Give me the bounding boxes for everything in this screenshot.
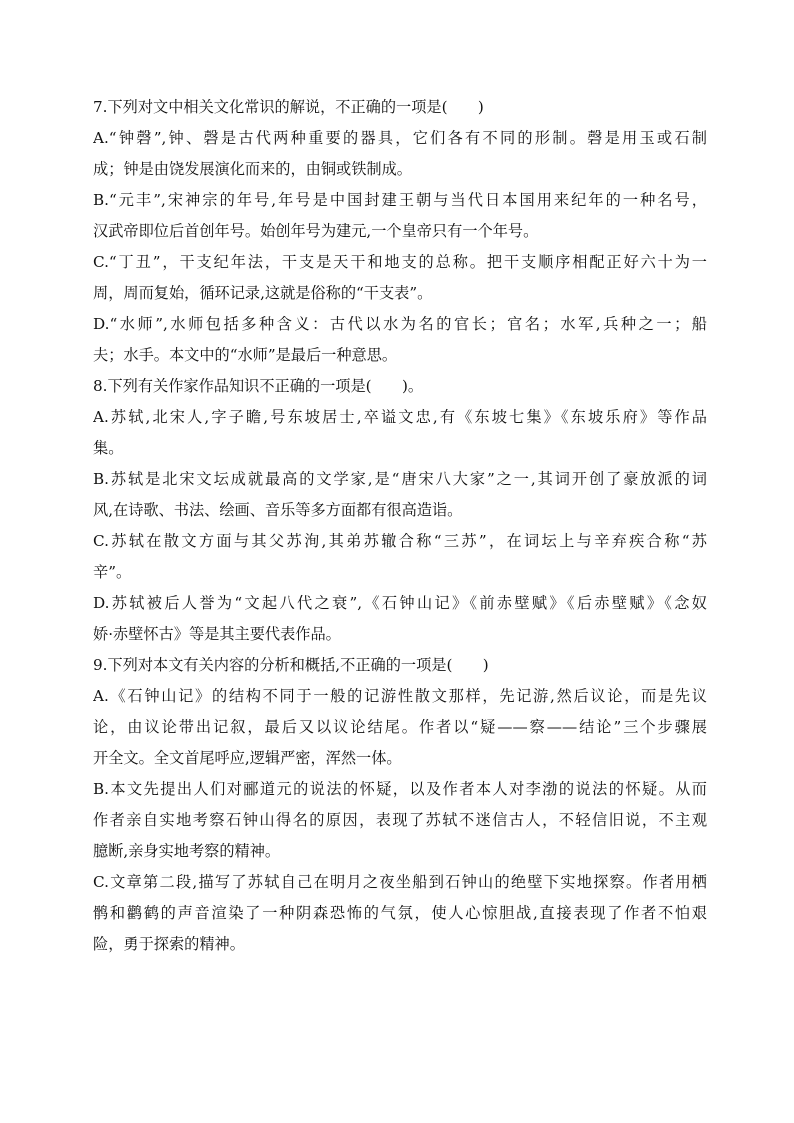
- q9-option-c-line2: 鹘和鹳鹤的声音渲染了一种阴森恐怖的气氛，使人心惊胆战,直接表现了作者不怕艰: [93, 904, 707, 922]
- q9-option-b-line2: 作者亲自实地考察石钟山得名的原因，表现了苏轼不迷信古人，不轻信旧说，不主观: [93, 811, 707, 829]
- document-page: [93, 92, 707, 960]
- q7-option-a-line2: 成；钟是由饶发展演化而来的，由铜或铁制成。: [93, 160, 412, 178]
- q9-option-b-line1: B.本文先提出人们对郦道元的说法的怀疑，以及作者本人对李渤的说法的怀疑。从而: [93, 780, 707, 798]
- q7-stem: 7.下列对文中相关文化常识的解说，不正确的一项是( ): [93, 98, 484, 116]
- q8-option-c-line2: 辛”。: [93, 563, 132, 581]
- q8-option-d-line2: 娇·赤壁怀古》等是其主要代表作品。: [93, 625, 341, 643]
- q8-option-b-line1: B.苏轼是北宋文坛成就最高的文学家,是“唐宋八大家”之一,其词开创了豪放派的词: [93, 470, 707, 488]
- q7-option-d-line2: 夫；水手。本文中的“水师”是最后一种意思。: [93, 346, 398, 364]
- q9-option-a-line1: A.《石钟山记》的结构不同于一般的记游性散文那样，先记游,然后议论，而是先议: [93, 687, 707, 705]
- q9-option-c-line3: 险，勇于探索的精神。: [93, 935, 245, 953]
- q9-option-c-line1: C.文章第二段,描写了苏轼自己在明月之夜坐船到石钟山的绝壁下实地探察。作者用栖: [93, 873, 707, 891]
- q7-option-b-line2: 汉武帝即位后首创年号。始创年号为建元,一个皇帝只有一个年号。: [93, 222, 539, 240]
- q8-option-d-line1: D.苏轼被后人誉为“文起八代之衰”,《石钟山记》《前赤壁赋》《后赤壁赋》《念奴: [93, 594, 707, 612]
- q8-option-a-line2: 集。: [93, 439, 124, 457]
- q9-option-a-line2: 论，由议论带出记叙，最后又以议论结尾。作者以“疑——察——结论”三个步骤展: [93, 718, 707, 736]
- q7-option-b-line1: B.“元丰”,宋神宗的年号,年号是中国封建王朝与当代日本国用来纪年的一种名号，: [93, 191, 707, 209]
- q9-option-a-line3: 开全文。全文首尾呼应,逻辑严密，浑然一体。: [93, 749, 402, 767]
- q9-option-b-line3: 臆断,亲身实地考察的精神。: [93, 842, 281, 860]
- q8-stem: 8.下列有关作家作品知识不正确的一项是( )。: [93, 377, 424, 395]
- q7-option-a-line1: A.“钟磬”,钟、磬是古代两种重要的器具，它们各有不同的形制。磬是用玉或石制: [93, 129, 707, 147]
- q9-stem: 9.下列对本文有关内容的分析和概括,不正确的一项是( ): [93, 656, 489, 674]
- q7-option-d-line1: D.“水师”,水师包括多种含义：古代以水为名的官长；官名；水军,兵种之一；船: [93, 315, 707, 333]
- q8-option-b-line2: 风,在诗歌、书法、绘画、音乐等多方面都有很高造诣。: [93, 501, 463, 519]
- q8-option-a-line1: A.苏轼,北宋人,字子瞻,号东坡居士,卒谥文忠,有《东坡七集》《东坡乐府》等作品: [93, 408, 707, 426]
- q7-option-c-line1: C.“丁丑”，干支纪年法，干支是天干和地支的总称。把干支顺序相配正好六十为一: [93, 253, 707, 271]
- q8-option-c-line1: C.苏轼在散文方面与其父苏洵,其弟苏辙合称“三苏”，在词坛上与辛弃疾合称“苏: [93, 532, 707, 550]
- q7-option-c-line2: 周，周而复始，循环记录,这就是俗称的“干支表”。: [93, 284, 433, 302]
